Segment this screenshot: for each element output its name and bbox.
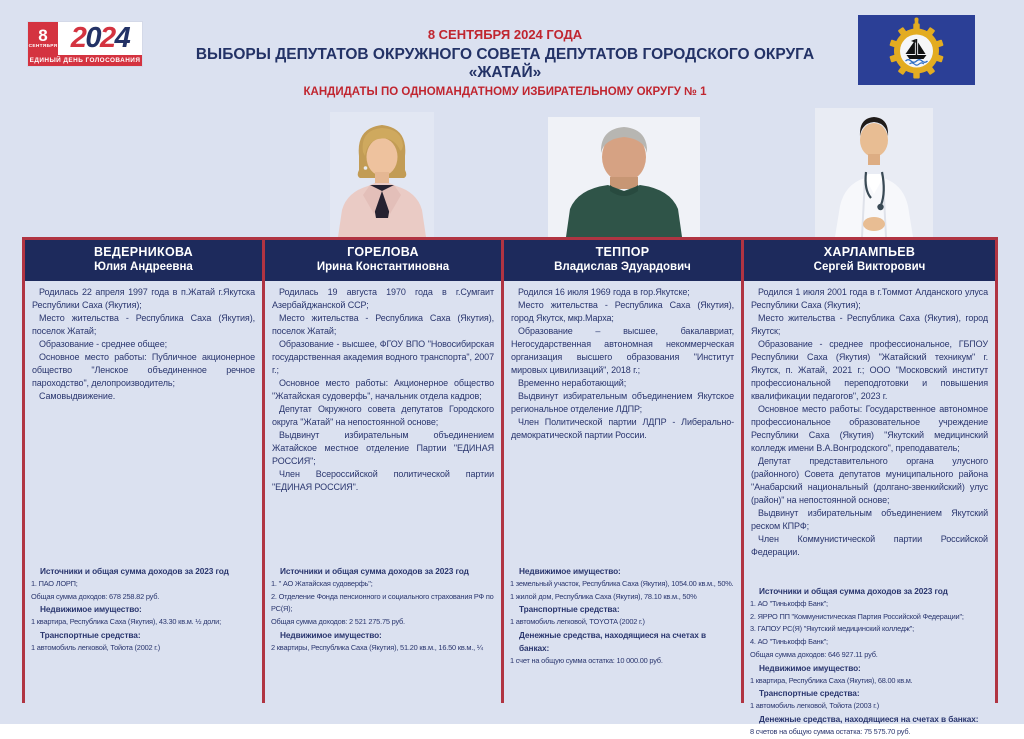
logo-year — [58, 22, 142, 55]
candidate-details — [504, 281, 741, 703]
finance-heading: Денежные средства, находящиеся на счетах в банках: — [759, 713, 979, 724]
finance-line: Общая сумма доходов: 2 521 275.75 руб. — [271, 617, 405, 627]
bio-paragraph: Образование - высшее, ФГОУ ВПО "Новосибирская государственная академия водного транспорта", 2007 г.; — [272, 339, 494, 375]
candidate-surname: ХАРЛАМПЬЕВ — [823, 245, 916, 259]
logo-year-digit: 2 — [70, 22, 86, 54]
election-day-logo — [28, 22, 142, 66]
candidate-surname: ГОРЕЛОВА — [347, 245, 419, 259]
woman-portrait-icon — [330, 112, 434, 237]
candidate-finance — [750, 585, 989, 739]
candidate-given-names: Владислав Эдуардович — [554, 261, 691, 273]
bio-paragraph: Место жительства - Республика Саха (Якутия), поселок Жатай; — [32, 313, 255, 336]
candidate-details — [265, 281, 501, 703]
logo-month: СЕНТЯБРЯ — [28, 44, 58, 49]
finance-line: 2. ЯРРО ПП "Коммунистическая Партия Российской Федерации"; — [750, 611, 964, 621]
candidate-given-names: Сергей Викторович — [813, 261, 926, 273]
logo-day: 8 — [38, 26, 48, 45]
bio-paragraph: Основное место работы: Публичное акционерное общество "Ленское объединенное речное пароходство", делопроизводитель; — [32, 352, 255, 388]
finance-line: 1 автомобиль легковой, TOYOTA (2002 г.) — [510, 617, 645, 627]
finance-heading: Транспортные средства: — [40, 629, 141, 640]
bio-paragraph: Место жительства - Республика Саха (Якутия), город Якутск; — [751, 313, 988, 336]
finance-line: 1 квартира, Республика Саха (Якутия), 43.30 кв.м. ½ доли; — [31, 617, 221, 627]
finance-line: 4. АО "Тинькофф Банк"; — [750, 637, 828, 647]
election-day-logo-top — [28, 22, 142, 55]
candidate-photo-teppor — [548, 117, 700, 237]
bio-paragraph: Член Всероссийской политической партии "ЕДИНАЯ РОССИЯ". — [272, 469, 494, 492]
candidate-surname: ТЕППОР — [595, 245, 650, 259]
finance-line: 2. Отделение Фонда пенсионного и социального страхования РФ по РС(Я); — [271, 591, 494, 614]
gear-sailboat-icon — [858, 15, 975, 85]
candidate-details — [25, 281, 262, 703]
candidate-bio — [272, 286, 494, 494]
candidate-given-names: Юлия Андреевна — [94, 261, 193, 273]
page-title: ВЫБОРЫ ДЕПУТАТОВ ОКРУЖНОГО СОВЕТА ДЕПУТАТОВ ГОРОДСКОГО ОКРУГА «ЖАТАЙ» — [195, 46, 815, 81]
bio-paragraph: Депутат Окружного совета депутатов Городского округа "Жатай" на непостоянной основе; — [272, 404, 494, 427]
finance-heading: Недвижимое имущество: — [519, 566, 621, 576]
finance-line: 1 счет на общую сумма остатка: 10 000.00 руб. — [510, 655, 663, 665]
candidate-bio — [511, 286, 734, 442]
finance-line: 1 автомобиль легковой, Тойота (2002 г.) — [31, 642, 161, 652]
finance-heading: Недвижимое имущество: — [280, 629, 382, 640]
poster-header — [160, 27, 850, 98]
election-date-line: 8 СЕНТЯБРЯ 2024 ГОДА — [427, 27, 583, 42]
logo-ribbon: ЕДИНЫЙ ДЕНЬ ГОЛОСОВАНИЯ — [29, 57, 141, 64]
logo-year-digit: 0 — [85, 22, 100, 54]
candidate-name-band — [744, 240, 995, 281]
finance-line: 1 земельный участок, Республика Саха (Якутия), 1054.00 кв.м., 50%. 1 жилой дом, Республика Саха (Якутия), 78.10 кв.м., 50% — [510, 578, 734, 601]
finance-line: 3. ГАПОУ РС(Я) "Якутский медицинский колледж"; — [750, 624, 914, 634]
bio-paragraph: Выдвинут избирательным объединением Якутское региональное отделение ЛДПР; — [511, 391, 734, 414]
bio-paragraph: Образование – высшее, бакалавриат, Негосударственная автономная некоммерческая организация высшего образования "Институт мировых цивилизаций", 2018 г.; — [511, 326, 734, 375]
candidate-bio — [751, 286, 988, 559]
doctor-portrait-icon — [815, 108, 933, 237]
bio-paragraph: Член Политической партии ЛДПР - Либерально-демократической партии России. — [511, 417, 734, 440]
candidate-finance — [31, 565, 256, 655]
bio-paragraph: Место жительства - Республика Саха (Якутия), город Якутск, мкр.Марха; — [511, 300, 734, 323]
finance-line: 1. ПАО ЛОРП; — [31, 578, 78, 588]
finance-line: 1 квартира, Республика Саха (Якутия), 68.00 кв.м. — [750, 675, 913, 685]
candidate-bio — [32, 286, 255, 403]
finance-heading: Транспортные средства: — [519, 604, 620, 615]
finance-line: 2 квартиры, Республика Саха (Якутия), 51.20 кв.м., 16.50 кв.м., ¼ — [271, 642, 483, 652]
candidate-finance — [510, 565, 735, 667]
candidates-grid — [22, 237, 998, 736]
finance-heading: Источники и общая сумма доходов за 2023 год — [280, 566, 469, 576]
bio-paragraph: Депутат представительного органа улусного (районного) Совета депутатов муниципального района "Анабарский национальный (долгано-звенкийский) улус (район)" на непостоянной основе; — [751, 456, 988, 505]
bio-paragraph: Родился 1 июля 2001 года в г.Томмот Алданского улуса Республики Саха (Якутия); — [751, 287, 988, 310]
candidate-column — [501, 240, 741, 703]
bio-paragraph: Выдвинут избирательным объединением Жатайское местное отделение Партии "ЕДИНАЯ РОССИЯ"; — [272, 430, 494, 466]
finance-line: 1 автомобиль легковой, Тойота (2003 г.) — [750, 701, 880, 711]
finance-line: 1. АО "Тинькофф Банк"; — [750, 598, 828, 608]
bio-paragraph: Родился 16 июля 1969 года в гор.Якутске; — [518, 287, 690, 297]
page-subtitle: КАНДИДАТЫ ПО ОДНОМАНДАТНОМУ ИЗБИРАТЕЛЬНОМУ ОКРУГУ № 1 — [303, 86, 707, 98]
candidate-finance — [271, 565, 495, 655]
bio-paragraph: Основное место работы: Акционерное общество "Жатайская судоверфь", начальник отдела кадров; — [272, 378, 494, 401]
finance-line: 8 счетов на общую сумма остатка: 75 575.70 руб. — [750, 726, 911, 736]
finance-line: Общая сумма доходов: 646 927.11 руб. — [750, 649, 878, 659]
finance-line: Общая сумма доходов: 678 258.82 руб. — [31, 591, 160, 601]
candidate-surname: ВЕДЕРНИКОВА — [93, 245, 194, 259]
finance-heading: Транспортные средства: — [759, 688, 860, 699]
finance-line: 1. " АО Жатайская судоверфь"; — [271, 578, 373, 588]
man-portrait-icon — [548, 117, 700, 237]
candidate-column — [741, 240, 998, 736]
finance-heading: Источники и общая сумма доходов за 2023 год — [40, 566, 229, 576]
candidate-given-names: Ирина Константиновна — [316, 261, 450, 273]
candidate-details — [744, 281, 995, 736]
bio-paragraph: Образование - среднее общее; — [39, 339, 168, 349]
bio-paragraph: Родилась 19 августа 1970 года в г.Сумгаит Азербайджанской ССР; — [272, 287, 494, 310]
candidate-photo-gorelova — [330, 112, 434, 237]
bio-paragraph: Место жительства - Республика Саха (Якутия), поселок Жатай; — [272, 313, 494, 336]
finance-heading: Недвижимое имущество: — [759, 662, 861, 673]
logo-date-block — [28, 22, 58, 55]
finance-heading: Источники и общая сумма доходов за 2023 год — [759, 586, 948, 596]
candidate-name-band — [265, 240, 501, 281]
logo-year-digit: 4 — [114, 22, 130, 54]
finance-heading: Недвижимое имущество: — [40, 604, 142, 615]
candidate-column — [22, 240, 262, 703]
bio-paragraph: Родилась 22 апреля 1997 года в п.Жатай г.Якутска Республики Саха (Якутия); — [32, 287, 255, 310]
bio-paragraph: Выдвинут избирательным объединением Якутский реском КПРФ; — [751, 508, 988, 531]
candidate-name-band — [504, 240, 741, 281]
candidate-name-band — [25, 240, 262, 281]
candidate-photo-kharlampyev — [815, 108, 933, 237]
bio-paragraph: Временно неработающий; — [518, 378, 627, 388]
bio-paragraph: Образование - среднее профессиональное, ГБПОУ Республики Саха (Якутия) "Жатайский техникум" г. Якутск, п. Жатай, 2021 г.; ООО "Московский институт профессиональной переподготовки и повышения квалификации педагогов", 2023 г. — [751, 339, 988, 401]
zhatay-emblem-flag — [858, 15, 975, 85]
logo-year-digit: 2 — [100, 22, 115, 54]
bio-paragraph: Член Коммунистической партии Российской Федерации. — [751, 534, 988, 557]
finance-heading: Денежные средства, находящиеся на счетах в банках: — [519, 629, 707, 653]
bio-paragraph: Основное место работы: Государственное автономное профессиональное образовательное учреждение Республики Саха (Якутия) "Якутский медицинский колледж имени В.А.Вонгродского", преподаватель; — [751, 404, 988, 453]
candidate-column — [262, 240, 501, 703]
bio-paragraph: Самовыдвижение. — [39, 391, 116, 401]
